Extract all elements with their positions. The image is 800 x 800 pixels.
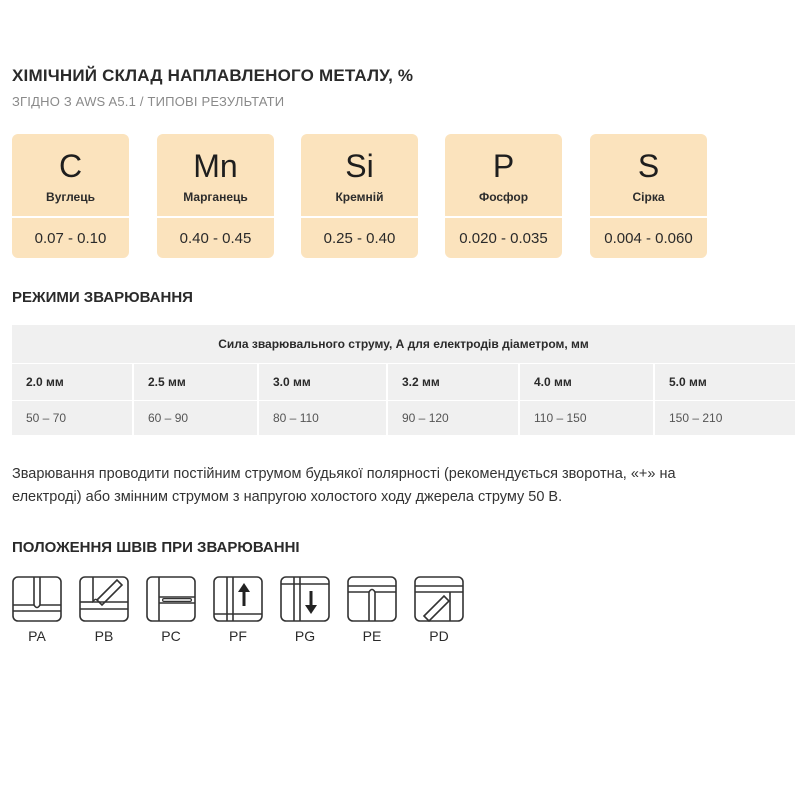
element-card-sulfur [590, 134, 707, 258]
section-title-chemical-composition: ХІМІЧНИЙ СКЛАД НАПЛАВЛЕНОГО МЕТАЛУ, % [12, 66, 414, 85]
element-name: Марганець [183, 190, 248, 204]
element-card-manganese [157, 134, 274, 258]
welding-current-note [12, 463, 787, 509]
table-cell: 60 – 90 [134, 401, 257, 435]
note-line-1: Зварювання проводити постійним струмом будьякої полярності (рекомендується зворотна, «+» на [12, 466, 676, 482]
weld-position-label: PE [362, 628, 382, 644]
weld-position-pe [347, 576, 397, 644]
weld-position-pd-icon [414, 576, 464, 622]
section-title-weld-positions: ПОЛОЖЕННЯ ШВІВ ПРИ ЗВАРЮВАННІ [12, 539, 300, 556]
card-divider [590, 216, 707, 218]
element-name: Сірка [632, 190, 665, 204]
card-divider [12, 216, 129, 218]
table-caption: Сила зварювального струму, А для електродів діаметром, мм [12, 325, 795, 363]
table-header-cell: 3.0 мм [259, 364, 386, 400]
element-name: Вуглець [46, 190, 95, 204]
table-header-cell: 4.0 мм [520, 364, 653, 400]
table-header-cell: 2.0 мм [12, 364, 132, 400]
weld-position-pg-icon [280, 576, 330, 622]
weld-position-label: PC [161, 628, 181, 644]
welding-modes-table [12, 325, 795, 435]
element-symbol: Mn [193, 148, 238, 184]
card-divider [301, 216, 418, 218]
weld-position-label: PG [294, 628, 316, 644]
weld-position-pg [280, 576, 330, 644]
element-card-silicon [301, 134, 418, 258]
weld-position-label: PB [94, 628, 114, 644]
element-name: Кремній [335, 190, 384, 204]
card-divider [445, 216, 562, 218]
weld-position-pf [213, 576, 263, 644]
weld-position-label: PA [28, 628, 46, 644]
element-symbol: Si [345, 148, 374, 184]
table-row [12, 401, 795, 435]
weld-position-pc [146, 576, 196, 644]
table-cell: 50 – 70 [12, 401, 132, 435]
weld-position-pa [12, 576, 62, 644]
weld-position-label: PD [429, 628, 449, 644]
card-divider [157, 216, 274, 218]
table-cell: 150 – 210 [655, 401, 795, 435]
element-range: 0.020 - 0.035 [459, 230, 548, 247]
section-subtitle: ЗГІДНО З AWS A5.1 / ТИПОВІ РЕЗУЛЬТАТИ [12, 94, 285, 109]
element-range: 0.40 - 0.45 [179, 230, 252, 247]
element-range: 0.004 - 0.060 [604, 230, 693, 247]
element-cards [12, 134, 712, 258]
weld-position-label: PF [229, 628, 247, 644]
weld-position-pa-icon [12, 576, 62, 622]
table-header-cell: 2.5 мм [134, 364, 257, 400]
weld-position-pd [414, 576, 464, 644]
element-symbol: C [58, 148, 83, 184]
weld-position-pe-icon [347, 576, 397, 622]
note-line-2: електроді) або змінним струмом з напругою холостого ходу джерела струму 50 В. [12, 489, 563, 505]
table-cell: 90 – 120 [388, 401, 518, 435]
element-name: Фосфор [478, 190, 529, 204]
element-card-carbon [12, 134, 129, 258]
element-range: 0.07 - 0.10 [34, 230, 107, 247]
weld-position-pf-icon [213, 576, 263, 622]
weld-position-pc-icon [146, 576, 196, 622]
element-symbol: S [637, 148, 660, 184]
table-cell: 80 – 110 [259, 401, 386, 435]
weld-position-pb [79, 576, 129, 644]
section-title-welding-modes: РЕЖИМИ ЗВАРЮВАННЯ [12, 289, 193, 306]
table-header-cell: 3.2 мм [388, 364, 518, 400]
table-header-row [12, 363, 795, 401]
element-symbol: P [492, 148, 515, 184]
element-card-phosphorus [445, 134, 562, 258]
element-range: 0.25 - 0.40 [323, 230, 396, 247]
table-cell: 110 – 150 [520, 401, 653, 435]
weld-position-pb-icon [79, 576, 129, 622]
table-header-cell: 5.0 мм [655, 364, 795, 400]
